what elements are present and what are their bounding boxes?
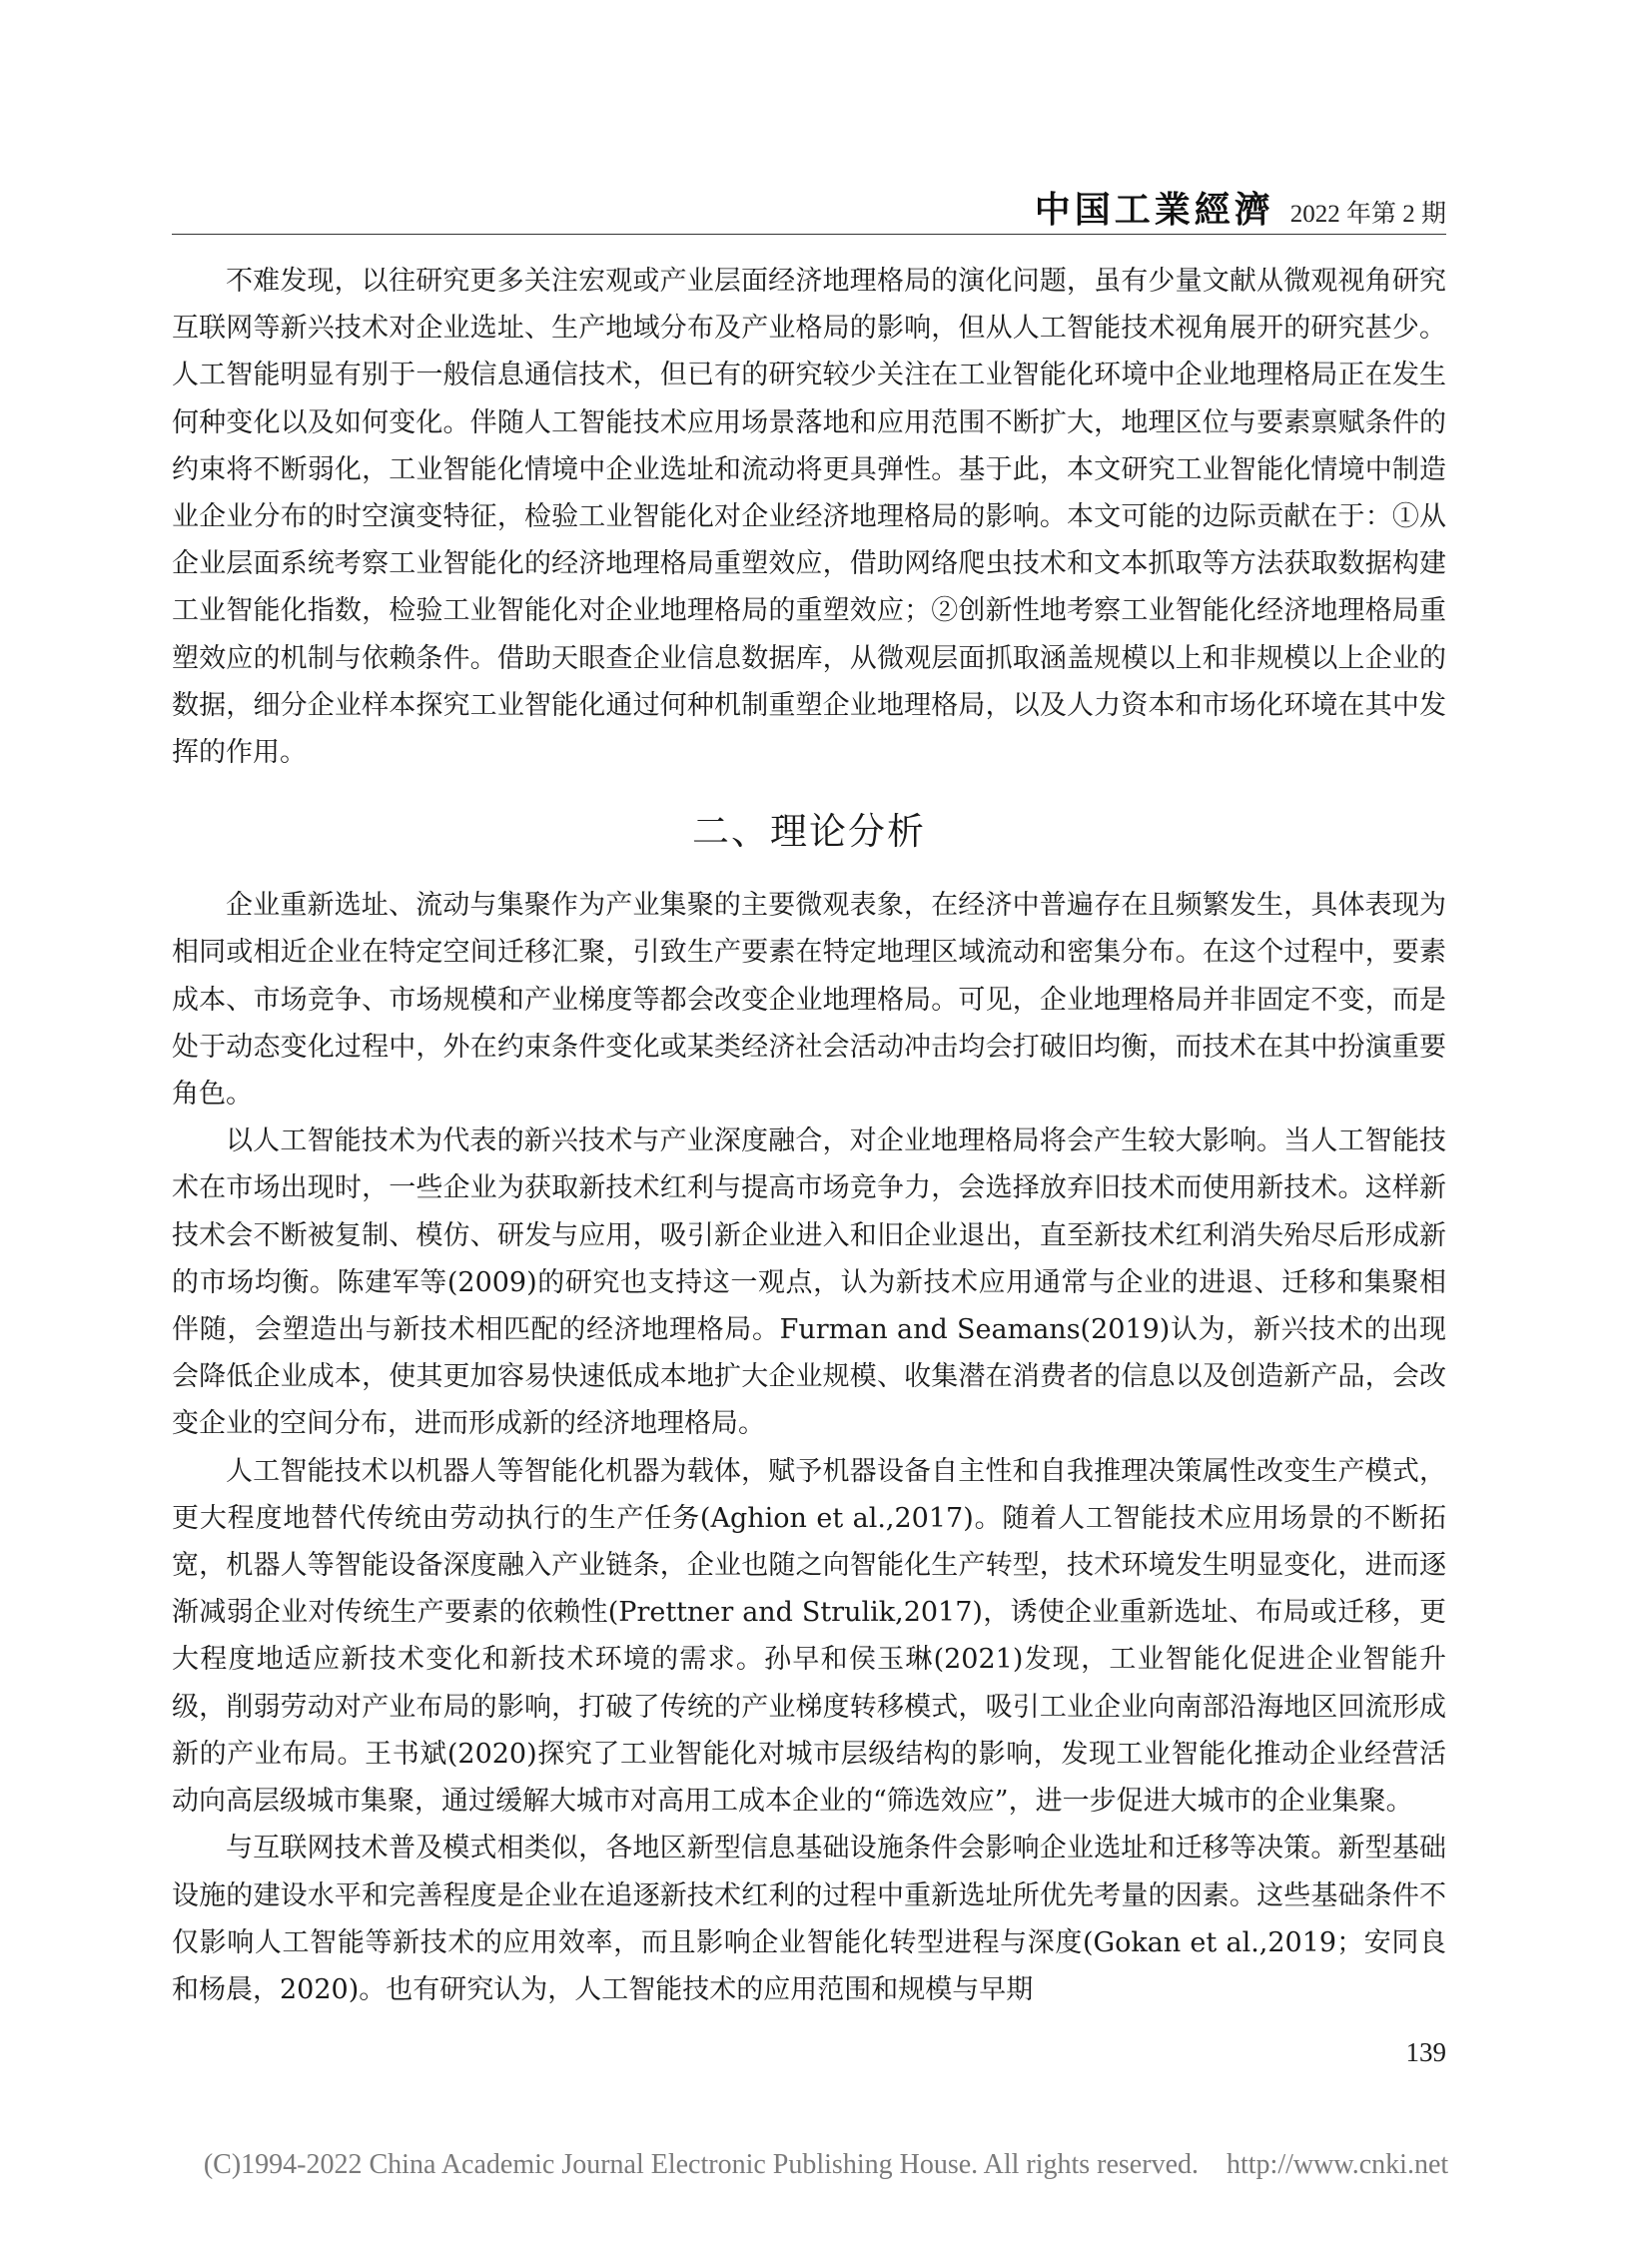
issue-label: 2022 年第 2 期 — [1289, 201, 1446, 228]
article-body — [172, 258, 1446, 2013]
copyright-footer — [0, 2149, 1652, 2181]
copyright-text: (C)1994-2022 China Academic Journal Electronic Publishing House. All rights reserved. — [203, 2149, 1199, 2180]
paragraph: 与互联网技术普及模式相类似，各地区新型信息基础设施条件会影响企业选址和迁移等决策。新型基础设施的建设水平和完善程度是企业在追逐新技术红利的过程中重新选址所优先考量的因素。这些基础条件不仅影响人工智能等新技术的应用效率，而且影响企业智能化转型进程与深度(Gokan et al.,2019；安同良和杨晨，2020)。也有研究认为，人工智能技术的应用范围和规模与早期 — [172, 1833, 1446, 2005]
intro-paragraph: 不难发现，以往研究更多关注宏观或产业层面经济地理格局的演化问题，虽有少量文献从微观视角研究互联网等新兴技术对企业选址、生产地域分布及产业格局的影响，但从人工智能技术视角展开的研究甚少。人工智能明显有别于一般信息通信技术，但已有的研究较少关注在工业智能化环境中企业地理格局正在发生何种变化以及如何变化。伴随人工智能技术应用场景落地和应用范围不断扩大，地理区位与要素禀赋条件的约束将不断弱化，工业智能化情境中企业选址和流动将更具弹性。基于此，本文研究工业智能化情境中制造业企业分布的时空演变特征，检验工业智能化对企业经济地理格局的影响。本文可能的边际贡献在于：①从企业层面系统考察工业智能化的经济地理格局重塑效应，借助网络爬虫技术和文本抓取等方法获取数据构建工业智能化指数，检验工业智能化对企业地理格局的重塑效应；②创新性地考察工业智能化经济地理格局重塑效应的机制与依赖条件。借助天眼查企业信息数据库，从微观层面抓取涵盖规模以上和非规模以上企业的数据，细分企业样本探究工业智能化通过何种机制重塑企业地理格局，以及人力资本和市场化环境在其中发挥的作用。 — [172, 266, 1446, 769]
paragraph: 人工智能技术以机器人等智能化机器为载体，赋予机器设备自主性和自我推理决策属性改变生产模式，更大程度地替代传统由劳动执行的生产任务(Aghion et al.,2017)。随着人工智能技术应用场景的不断拓宽，机器人等智能设备深度融入产业链条，企业也随之向智能化生产转型，技术环境发生明显变化，进而逐渐减弱企业对传统生产要素的依赖性(Prettner and Strulik,2017)，诱使企业重新选址、布局或迁移，更大程度地适应新技术变化和新技术环境的需求。孙早和侯玉琳(2021)发现，工业智能化促进企业智能升级，削弱劳动对产业布局的影响，打破了传统的产业梯度转移模式，吸引工业企业向南部沿海地区回流形成新的产业布局。王书斌(2020)探究了工业智能化对城市层级结构的影响，发现工业智能化推动企业经营活动向高层级城市集聚，通过缓解大城市对高用工成本企业的“筛选效应”，进一步促进大城市的企业集聚。 — [172, 1455, 1446, 1818]
paragraph: 企业重新选址、流动与集聚作为产业集聚的主要微观表象，在经济中普遍存在且频繁发生，具体表现为相同或相近企业在特定空间迁移汇聚，引致生产要素在特定地理区域流动和密集分布。在这个过程中，要素成本、市场竞争、市场规模和产业梯度等都会改变企业地理格局。可见，企业地理格局并非固定不变，而是处于动态变化过程中，外在约束条件变化或某类经济社会活动冲击均会打破旧均衡，而技术在其中扮演重要角色。 — [172, 890, 1446, 1111]
journal-name: 中国工業經濟 — [1034, 189, 1274, 231]
section-title: 二、理论分析 — [692, 810, 926, 854]
footer-url[interactable]: http://www.cnki.net — [1227, 2149, 1449, 2180]
paragraph: 以人工智能技术为代表的新兴技术与产业深度融合，对企业地理格局将会产生较大影响。当人工智能技术在市场出现时，一些企业为获取新技术红利与提高市场竞争力，会选择放弃旧技术而使用新技术。这样新技术会不断被复制、模仿、研发与应用，吸引新企业进入和旧企业退出，直至新技术红利消失殆尽后形成新的市场均衡。陈建军等(2009)的研究也支持这一观点，认为新技术应用通常与企业的进退、迁移和集聚相伴随，会塑造出与新技术相匹配的经济地理格局。Furman and Seamans(2019)认为，新兴技术的出现会降低企业成本，使其更加容易快速低成本地扩大企业规模、收集潜在消费者的信息以及创造新产品，会改变企业的空间分布，进而形成新的经济地理格局。 — [172, 1125, 1446, 1440]
page-number: 139 — [1405, 2037, 1446, 2067]
running-header — [172, 182, 1446, 235]
